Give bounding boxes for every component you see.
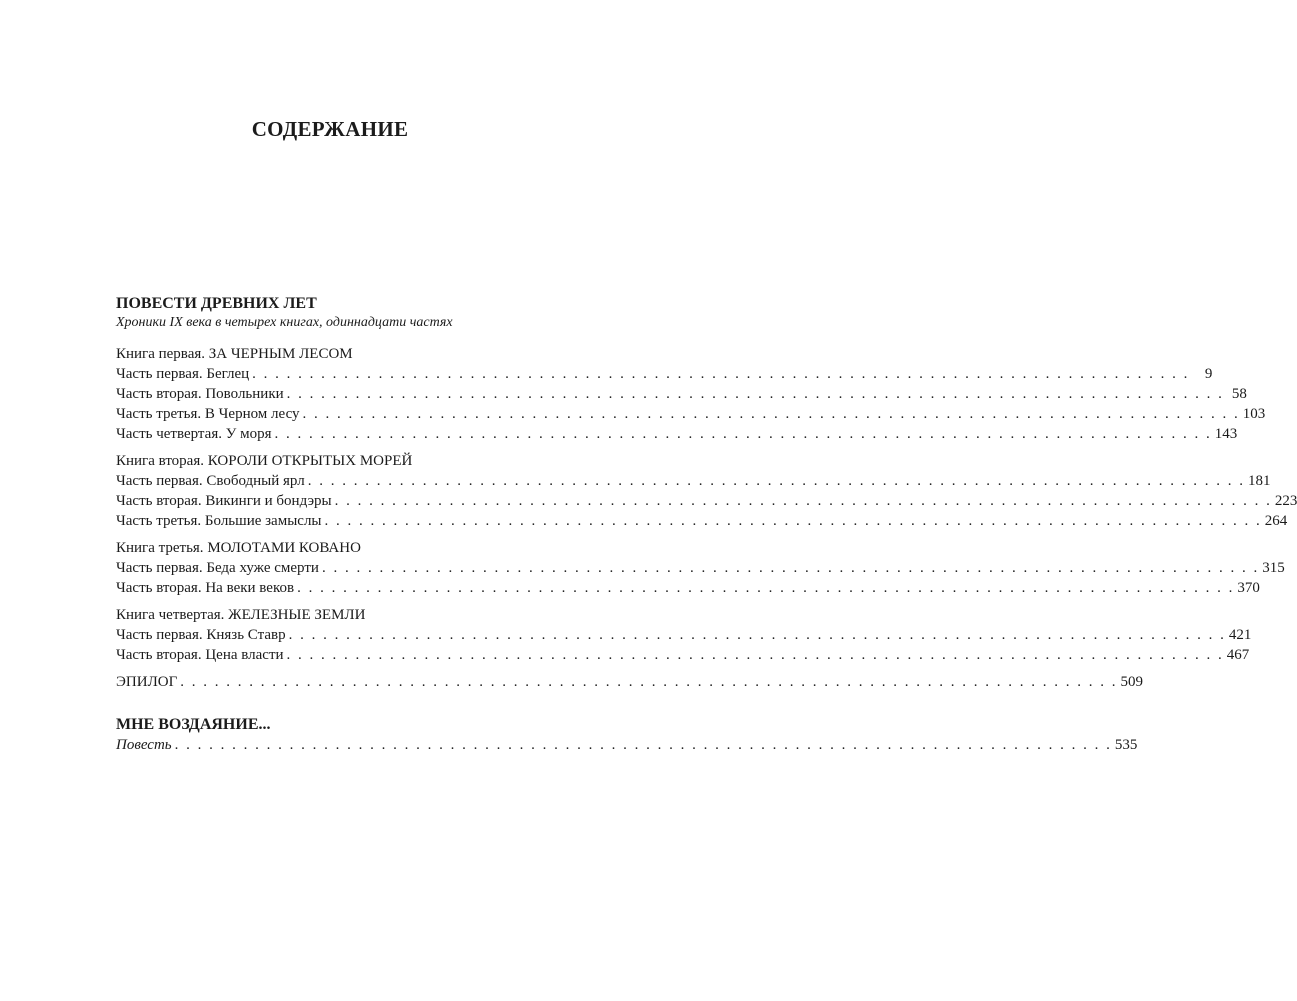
entry-title: Часть первая. Свободный ярл <box>116 473 305 489</box>
toc-entry[interactable] <box>116 735 1138 755</box>
toc-entry[interactable] <box>116 404 1266 424</box>
work-title: МНЕ ВОЗДАЯНИЕ... <box>116 716 271 733</box>
work-povesti <box>116 293 1297 692</box>
page-number: 223 <box>1274 493 1297 509</box>
toc-entry[interactable] <box>116 558 1285 578</box>
page-number: 509 <box>1120 674 1143 690</box>
entry-title: Часть вторая. Цена власти <box>116 647 284 663</box>
book-prefix: Книга вторая. <box>116 453 208 469</box>
dot-leader: . . . . . . . . . . . . . . . . . . . . . . . . . . . . . . . . . . . . . . . . . . . . . . . . . . . . . . . . . . . . . . . . . . . . . . . . . . . . . . . . . . <box>334 493 1272 509</box>
page-number: 58 <box>1231 386 1247 402</box>
dot-leader: . . . . . . . . . . . . . . . . . . . . . . . . . . . . . . . . . . . . . . . . . . . . . . . . . . . . . . . . . . . . . . . . . . . . . . . . . . . . . . . . . . <box>324 513 1262 529</box>
page-number: 315 <box>1262 560 1285 576</box>
entry-title: Часть вторая. Повольники <box>116 386 284 402</box>
dot-leader: . . . . . . . . . . . . . . . . . . . . . . . . . . . . . . . . . . . . . . . . . . . . . . . . . . . . . . . . . . . . . . . . . . . . . . . . . . . . . . . . . . <box>286 386 1224 402</box>
dot-leader: . . . . . . . . . . . . . . . . . . . . . . . . . . . . . . . . . . . . . . . . . . . . . . . . . . . . . . . . . . . . . . . . . . . . . . . . . . . . . . . . . . <box>302 406 1240 422</box>
toc-entry[interactable] <box>116 645 1250 665</box>
book-4 <box>116 605 1252 665</box>
toc-entry[interactable] <box>116 578 1260 598</box>
book-title <box>116 344 588 364</box>
book-2 <box>116 451 1297 531</box>
book-3 <box>116 538 1285 598</box>
page-title: СОДЕРЖАНИЕ <box>251 117 409 141</box>
dot-leader: . . . . . . . . . . . . . . . . . . . . . . . . . . . . . . . . . . . . . . . . . . . . . . . . . . . . . . . . . . . . . . . . . . . . . . . . . . . . . . . . . . <box>321 560 1260 576</box>
page-number: 467 <box>1226 647 1250 663</box>
work-mne-vozdayanie <box>116 714 1138 755</box>
dot-leader: . . . . . . . . . . . . . . . . . . . . . . . . . . . . . . . . . . . . . . . . . . . . . . . . . . . . . . . . . . . . . . . . . . . . . . . . . . . . . . . . . . <box>174 737 1112 753</box>
book-name: ЗА ЧЕРНЫМ ЛЕСОМ <box>208 346 353 362</box>
table-of-contents <box>116 293 1297 755</box>
toc-entry[interactable] <box>116 491 1297 511</box>
page-number: 181 <box>1247 473 1271 489</box>
entry-title: Часть третья. Большие замыслы <box>116 513 322 529</box>
dot-leader: . . . . . . . . . . . . . . . . . . . . . . . . . . . . . . . . . . . . . . . . . . . . . . . . . . . . . . . . . . . . . . . . . . . . . . . . . . . . . . . . . . <box>180 674 1118 690</box>
entry-title: Часть первая. Беда хуже смерти <box>116 560 319 576</box>
toc-entry[interactable] <box>116 384 1247 404</box>
book-name: КОРОЛИ ОТКРЫТЫХ МОРЕЙ <box>207 453 413 469</box>
toc-entry[interactable] <box>116 471 1271 491</box>
book-name: ЖЕЛЕЗНЫЕ ЗЕМЛИ <box>228 607 366 623</box>
book-title <box>116 538 588 558</box>
dot-leader: . . . . . . . . . . . . . . . . . . . . . . . . . . . . . . . . . . . . . . . . . . . . . . . . . . . . . . . . . . . . . . . . . . . . . . . . . . . . . . . . . . <box>252 366 1190 382</box>
entry-title: Часть первая. Князь Ставр <box>116 627 286 643</box>
book-prefix: Книга третья. <box>116 540 208 556</box>
dot-leader: . . . . . . . . . . . . . . . . . . . . . . . . . . . . . . . . . . . . . . . . . . . . . . . . . . . . . . . . . . . . . . . . . . . . . . . . . . . . . . . . . . <box>307 473 1245 489</box>
entry-title: Часть четвертая. У моря <box>116 426 272 442</box>
dot-leader: . . . . . . . . . . . . . . . . . . . . . . . . . . . . . . . . . . . . . . . . . . . . . . . . . . . . . . . . . . . . . . . . . . . . . . . . . . . . . . . . . . <box>274 426 1212 442</box>
page-number: 421 <box>1228 627 1252 643</box>
dot-leader: . . . . . . . . . . . . . . . . . . . . . . . . . . . . . . . . . . . . . . . . . . . . . . . . . . . . . . . . . . . . . . . . . . . . . . . . . . . . . . . . . . <box>297 580 1235 596</box>
entry-title: Часть вторая. Викинги и бондэры <box>116 493 332 509</box>
toc-entry[interactable] <box>116 364 1213 384</box>
work-title: ПОВЕСТИ ДРЕВНИХ ЛЕТ <box>116 295 317 312</box>
toc-entry[interactable] <box>116 424 1238 444</box>
page-number: 103 <box>1242 406 1266 422</box>
page-number: 264 <box>1264 513 1288 529</box>
book-title <box>116 605 588 625</box>
entry-title: Часть первая. Беглец <box>116 366 250 382</box>
toc-entry-epilog[interactable] <box>116 672 1143 692</box>
page-number: 143 <box>1214 426 1238 442</box>
toc-entry[interactable] <box>116 511 1288 531</box>
book-1 <box>116 344 1266 444</box>
page-number: 9 <box>1204 366 1213 382</box>
book-name: МОЛОТАМИ КОВАНО <box>207 540 361 556</box>
book-prefix: Книга первая. <box>116 346 209 362</box>
dot-leader: . . . . . . . . . . . . . . . . . . . . . . . . . . . . . . . . . . . . . . . . . . . . . . . . . . . . . . . . . . . . . . . . . . . . . . . . . . . . . . . . . . <box>286 647 1224 663</box>
entry-title: Часть третья. В Черном лесу <box>116 406 300 422</box>
page-number: 535 <box>1114 737 1138 753</box>
entry-title: Часть вторая. На веки веков <box>116 580 295 596</box>
work-subtitle: Хроники IX века в четырех книгах, одиннадцати частях <box>116 315 453 330</box>
page-number: 370 <box>1237 580 1260 596</box>
toc-entry[interactable] <box>116 625 1252 645</box>
book-title <box>116 451 588 471</box>
book-prefix: Книга четвертая. <box>116 607 229 623</box>
entry-title: ЭПИЛОГ <box>116 674 178 690</box>
entry-title: Повесть <box>116 737 172 753</box>
dot-leader: . . . . . . . . . . . . . . . . . . . . . . . . . . . . . . . . . . . . . . . . . . . . . . . . . . . . . . . . . . . . . . . . . . . . . . . . . . . . . . . . . . <box>288 627 1226 643</box>
